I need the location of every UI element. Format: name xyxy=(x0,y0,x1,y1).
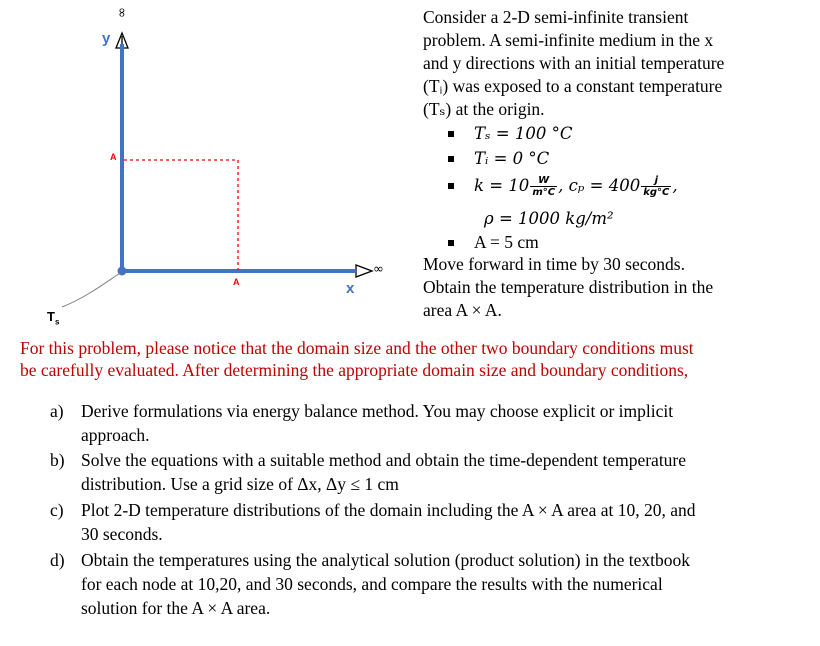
param-cp-text: , cₚ = 400 xyxy=(558,176,641,195)
task-line: approach. xyxy=(81,425,150,445)
k-unit-num: W xyxy=(530,175,557,187)
task-marker: a) xyxy=(50,401,64,421)
x-axis-label: x xyxy=(346,280,355,297)
param-cp-suffix: , xyxy=(672,176,678,195)
task-marker: b) xyxy=(50,450,65,470)
problem-after-line: area A × A. xyxy=(423,300,502,320)
task-line: Derive formulations via energy balance method. You may choose explicit or implicit xyxy=(81,401,674,421)
task-marker: c) xyxy=(50,500,64,520)
bullet-square-icon xyxy=(448,131,454,137)
param-k-cp xyxy=(448,174,678,199)
bullet-square-icon xyxy=(448,240,454,246)
cp-unit-den: kg°C xyxy=(643,187,670,199)
problem-line: Consider a 2-D semi-infinite transient xyxy=(423,7,689,27)
ts-pointer-curve xyxy=(62,273,120,307)
side-label-horizontal: A xyxy=(233,277,240,287)
task-text xyxy=(81,448,778,496)
problem-statement xyxy=(423,6,769,121)
param-rho xyxy=(484,207,614,229)
ts-label xyxy=(47,309,59,327)
y-axis-infinity: ∞ xyxy=(113,7,129,18)
bullet-square-icon xyxy=(448,156,454,162)
notice-line: For this problem, please notice that the domain size and the other two boundary conditions must xyxy=(20,338,694,358)
cp-unit-num: j xyxy=(641,175,671,187)
problem-line: (Tₛ) at the origin. xyxy=(423,99,545,119)
task-line: for each node at 10,20, and 30 seconds, and compare the results with the numerical xyxy=(81,574,663,594)
task-line: distribution. Use a grid size of Δx, Δy ≤ 1 cm xyxy=(81,474,399,494)
task-text xyxy=(81,548,778,620)
task-line: Plot 2-D temperature distributions of the domain including the A × A area at 10, 20, and xyxy=(81,500,696,520)
param-ti xyxy=(448,147,549,169)
param-ts-text: Tₛ = 100 °C xyxy=(474,124,573,143)
param-a-text: A = 5 cm xyxy=(474,232,539,252)
task-text xyxy=(81,498,778,546)
notice-line: be carefully evaluated. After determining the appropriate domain size and boundary conditions, xyxy=(20,360,689,380)
bullet-square-icon xyxy=(448,183,454,189)
x-axis-arrowhead xyxy=(356,265,372,277)
problem-line: and y directions with an initial temperature xyxy=(423,53,725,73)
side-label-vertical: A xyxy=(110,152,117,162)
problem-continuation xyxy=(423,253,769,322)
problem-line: problem. A semi-infinite medium in the x xyxy=(423,30,714,50)
task-line: 30 seconds. xyxy=(81,524,163,544)
task-line: solution for the A × A area. xyxy=(81,598,271,618)
param-rho-text: ρ = 1000 kg/m² xyxy=(484,209,614,228)
param-ts xyxy=(448,122,573,144)
ts-label-main: T xyxy=(47,309,55,324)
k-unit-den: m°C xyxy=(532,187,556,199)
problem-after-line: Obtain the temperature distribution in the xyxy=(423,277,714,297)
problem-after-line: Move forward in time by 30 seconds. xyxy=(423,254,685,274)
task-marker: d) xyxy=(50,550,65,570)
task-line: Obtain the temperatures using the analytical solution (product solution) in the textbook xyxy=(81,550,690,570)
y-axis-label: y xyxy=(102,30,111,47)
problem-line: (Tᵢ) was exposed to a constant temperature xyxy=(423,76,723,96)
semi-infinite-domain-diagram xyxy=(0,0,420,340)
task-text xyxy=(81,399,778,447)
cp-unit-fraction xyxy=(641,175,671,198)
param-k-text: k = 10 xyxy=(474,176,530,195)
task-line: Solve the equations with a suitable method and obtain the time-dependent temperature xyxy=(81,450,687,470)
x-axis-infinity: ∞ xyxy=(373,262,384,277)
param-a xyxy=(448,231,539,253)
notice-paragraph xyxy=(20,337,778,381)
k-unit-fraction xyxy=(530,175,557,198)
ts-label-sub: s xyxy=(54,317,60,327)
param-ti-text: Tᵢ = 0 °C xyxy=(474,149,550,168)
